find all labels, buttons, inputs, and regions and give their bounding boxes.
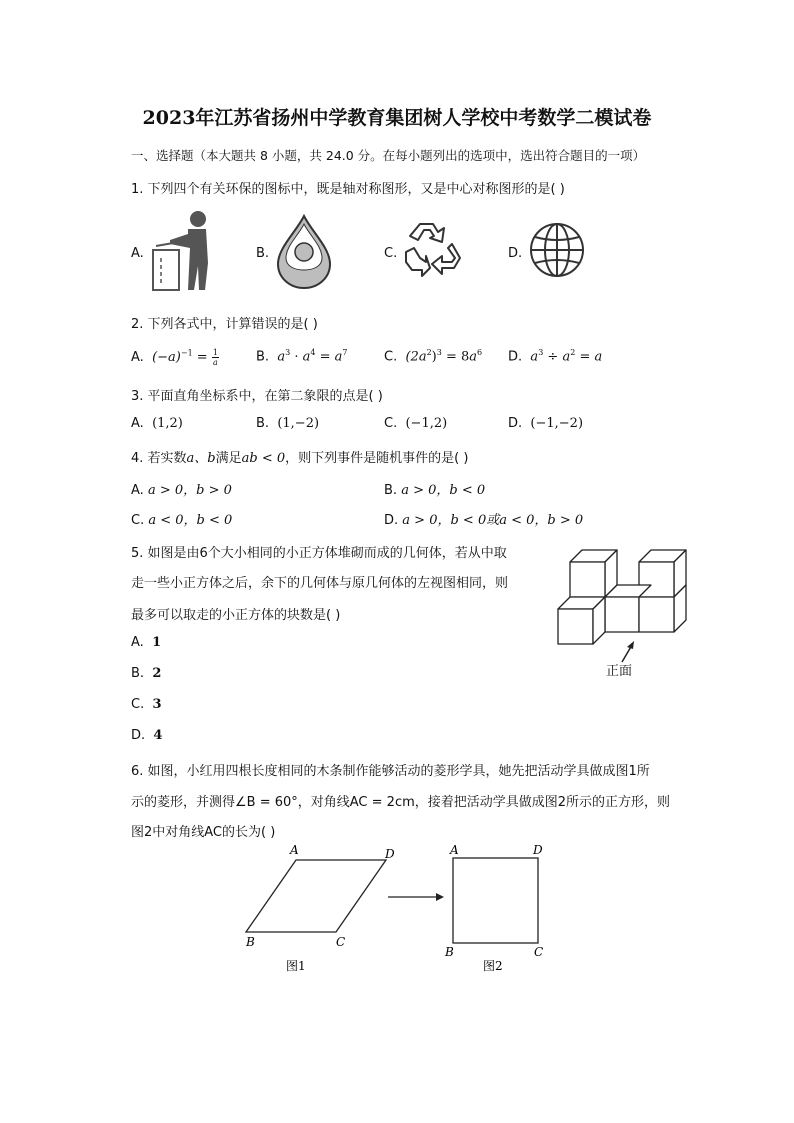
question-6-line-3: 图2中对角线AC的长为( ) <box>131 825 276 840</box>
recycle-icon <box>400 218 466 280</box>
question-1-stem: 1. 下列四个有关环保的图标中，既是轴对称图形，又是中心对称图形的是( ) <box>131 182 565 197</box>
trash-person-icon <box>148 208 210 292</box>
q1-label-b: B. <box>256 246 270 261</box>
q1-label-c: C. <box>384 246 398 261</box>
question-5-line-3: 最多可以取走的小正方体的块数是( ) <box>131 608 341 623</box>
q4-option-d: D. a > 0，b < 0或a < 0，b > 0 <box>384 513 584 528</box>
q3-option-b: B. (1,−2) <box>256 416 320 431</box>
q2-option-c: C. $(2a^2)^3 = 8a^6$ <box>384 348 483 365</box>
question-4-stem: 4. 若实数a、b满足ab < 0，则下列事件是随机事件的是( ) <box>131 451 469 466</box>
fig2-vertex-c: C <box>534 945 544 959</box>
q2-option-a: A. $(-a)^{-1}$ = $\frac{1}{a}$ <box>131 348 218 367</box>
q5-option-b: B. 2 <box>131 666 162 681</box>
q5-option-a: A. 1 <box>131 635 162 650</box>
fig1-vertex-a: A <box>290 843 299 857</box>
question-5-line-2: 走一些小正方体之后，余下的几何体与原几何体的左视图相同，则 <box>131 576 509 591</box>
q3-option-d: D. (−1,−2) <box>508 416 584 431</box>
section-heading: 一、选择题（本大题共 8 小题，共 24.0 分。在每小题列出的选项中，选出符合题目的一项） <box>131 148 646 163</box>
q4-option-c: C. a < 0，b < 0 <box>131 513 233 528</box>
q3-option-a: A. (1,2) <box>131 416 183 431</box>
fig1-vertex-b: B <box>246 935 255 949</box>
q2-option-d: D. $a^3 \div a^2 = a$ <box>508 348 603 365</box>
fig2-vertex-a: A <box>450 843 459 857</box>
fig2-vertex-b: B <box>445 945 454 959</box>
fig1-caption: 图1 <box>286 959 306 973</box>
fig1-vertex-c: C <box>336 935 346 949</box>
q1-label-d: D. <box>508 246 523 261</box>
page-title: 2023年江苏省扬州中学教育集团树人学校中考数学二模试卷 <box>142 107 652 129</box>
rhombus-to-square-figure <box>240 840 570 980</box>
transform-arrow <box>388 893 444 901</box>
fig2-vertex-d: D <box>533 843 543 857</box>
q3-option-c: C. (−1,2) <box>384 416 448 431</box>
q1-label-a: A. <box>131 246 144 261</box>
question-6-line-2: 示的菱形，并测得∠B = 60°，对角线AC = 2cm，接着把活动学具做成图2所示的正方形，则 <box>131 795 671 810</box>
front-view-label: 正面 <box>606 664 633 679</box>
fig1-vertex-d: D <box>385 847 395 861</box>
q5-option-d: D. 4 <box>131 728 163 743</box>
globe-icon <box>528 220 586 280</box>
q5-option-c: C. 3 <box>131 697 162 712</box>
figure-2-square <box>444 843 543 973</box>
cube-stack-figure <box>552 540 692 680</box>
q2-option-b: B. $a^3 \cdot a^4 = a^7$ <box>256 348 348 365</box>
q4-option-b: B. a > 0，b < 0 <box>384 483 486 498</box>
question-5-line-1: 5. 如图是由6个大小相同的小正方体堆砌而成的几何体，若从中取 <box>131 546 507 561</box>
figure-1-rhombus <box>245 843 395 973</box>
water-drop-icon <box>274 214 334 290</box>
question-6-line-1: 6. 如图，小红用四根长度相同的木条制作能够活动的菱形学具，她先把活动学具做成图1所 <box>131 764 650 779</box>
question-2-stem: 2. 下列各式中，计算错误的是( ) <box>131 317 318 332</box>
fig2-caption: 图2 <box>483 959 503 973</box>
q4-option-a: A. a > 0，b > 0 <box>131 483 232 498</box>
question-3-stem: 3. 平面直角坐标系中，在第二象限的点是( ) <box>131 389 383 404</box>
